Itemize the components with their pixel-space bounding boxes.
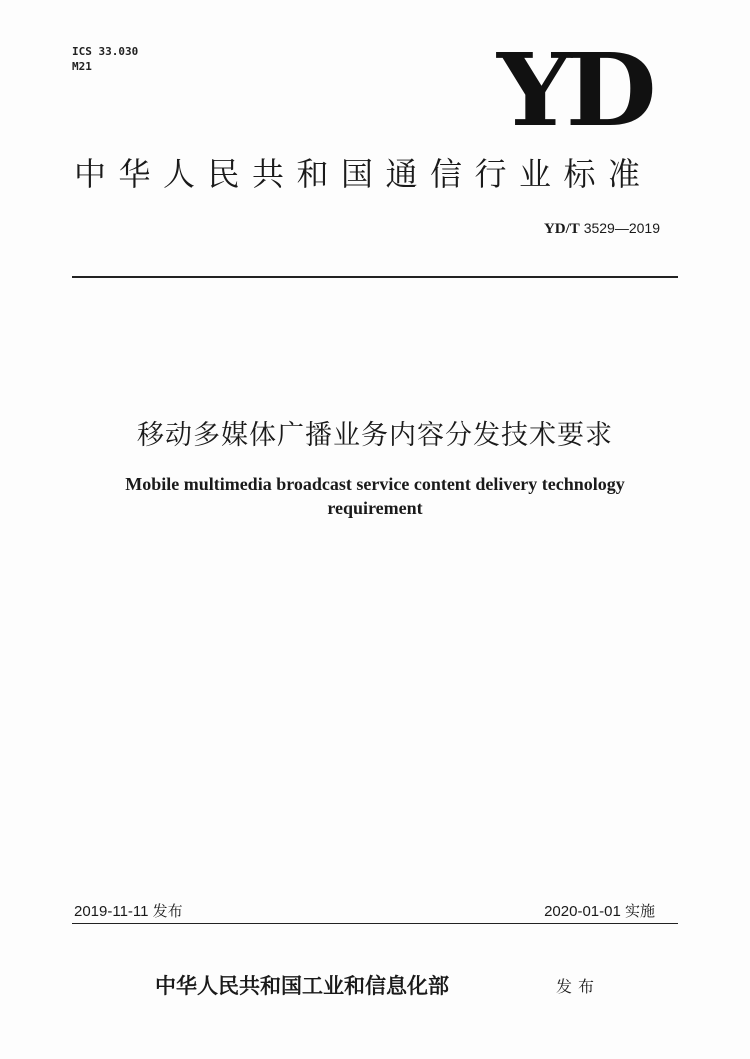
standard-prefix: YD/T bbox=[543, 221, 580, 237]
issuer-action: 发布 bbox=[556, 977, 601, 996]
top-divider bbox=[72, 276, 678, 278]
ics-code: ICS 33.030 bbox=[72, 45, 139, 58]
issuing-authority: 中华人民共和国工业和信息化部 bbox=[155, 973, 449, 998]
standard-number-value: 3529—2019 bbox=[583, 220, 660, 236]
classification-codes bbox=[72, 44, 138, 74]
implementation-date: 2020-01-01 实施 bbox=[544, 903, 655, 920]
title-chinese: 移动多媒体广播业务内容分发技术要求 bbox=[137, 420, 613, 451]
standard-type-heading: 中华人民共和国通信行业标准 bbox=[74, 155, 653, 193]
category-code: M21 bbox=[72, 60, 92, 73]
standard-number bbox=[544, 219, 660, 238]
release-date: 2019-11-11 发布 bbox=[74, 903, 183, 920]
bottom-divider bbox=[72, 923, 678, 924]
title-english: Mobile multimedia broadcast service content delivery technology requirement bbox=[125, 474, 625, 518]
yd-logo: YD bbox=[497, 31, 651, 149]
